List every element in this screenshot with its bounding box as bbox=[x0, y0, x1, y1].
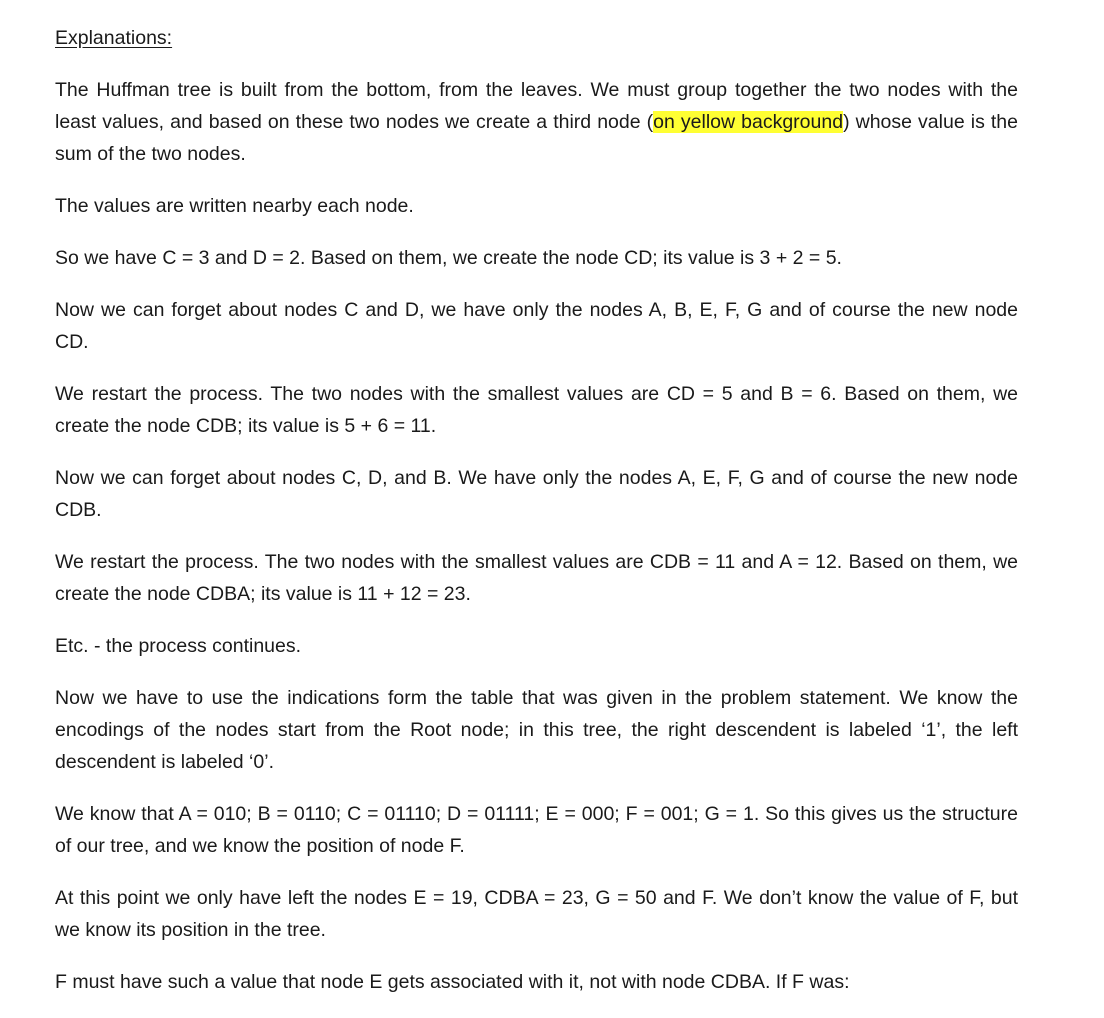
paragraph-remaining-nodes: At this point we only have left the nodes E = 19, CDBA = 23, G = 50 and F. We don’t know the value of F, but we know its position in the tree. bbox=[55, 887, 1018, 941]
paragraph-values-note: The values are written nearby each node. bbox=[55, 195, 414, 217]
explanations-heading: Explanations: bbox=[55, 27, 173, 49]
paragraph-cd-node: So we have C = 3 and D = 2. Based on them, we create the node CD; its value is 3 + 2 = 5. bbox=[55, 247, 842, 269]
highlighted-phrase: on yellow background bbox=[653, 111, 844, 133]
paragraph-encodings-intro: Now we have to use the indications form the table that was given in the problem statement. We know the encodings of the nodes start from the Root node; in this tree, the right descendent is labeled ‘1’, the left descendent is labeled ‘0’. bbox=[55, 687, 1018, 773]
paragraph-forget-cd: Now we can forget about nodes C and D, we have only the nodes A, B, E, F, G and of course the new node CD. bbox=[55, 299, 1018, 353]
paragraph-forget-cdb: Now we can forget about nodes C, D, and B. We have only the nodes A, E, F, G and of course the new node CDB. bbox=[55, 467, 1018, 521]
paragraph-huffman-intro bbox=[55, 74, 1018, 170]
intro-text-start: The Huffman tree is built from the bottom, from the leaves. We must group together the two nodes with the least values, and based on these two nodes we create a third node ( bbox=[55, 79, 1018, 133]
paragraph-cdba-node: We restart the process. The two nodes with the smallest values are CDB = 11 and A = 12. Based on them, we create the node CDBA; its value is 11 + 12 = 23. bbox=[55, 551, 1018, 605]
document-page bbox=[55, 26, 1018, 1018]
paragraph-cdb-node: We restart the process. The two nodes with the smallest values are CD = 5 and B = 6. Based on them, we create the node CDB; its value is 5 + 6 = 11. bbox=[55, 383, 1018, 437]
paragraph-encodings-list: We know that A = 010; B = 0110; C = 01110; D = 01111; E = 000; F = 001; G = 1. So this gives us the structure of our tree, and we know the position of node F. bbox=[55, 803, 1018, 857]
paragraph-etc: Etc. - the process continues. bbox=[55, 635, 302, 657]
paragraph-f-value: F must have such a value that node E gets associated with it, not with node CDBA. If F was: bbox=[55, 971, 850, 993]
intro-text-end: ) whose value is the sum of the two nodes. bbox=[55, 111, 1018, 165]
